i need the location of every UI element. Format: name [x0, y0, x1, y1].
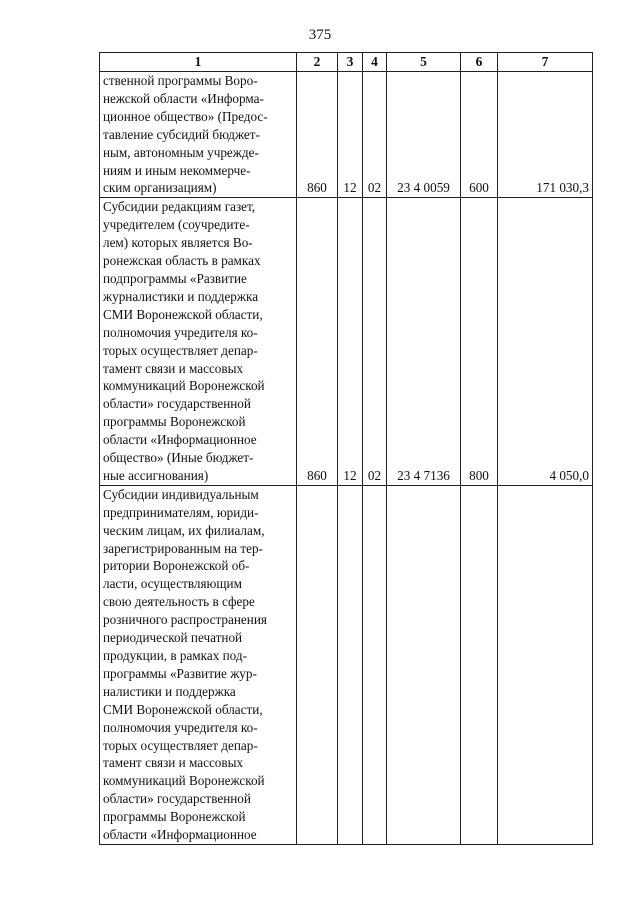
description-line: ниям и иным некоммерче- [103, 162, 251, 178]
description-line: журналистики и поддержка [103, 288, 259, 304]
description-line: зарегистрированным на тер- [103, 540, 263, 556]
target-article-cell [387, 485, 461, 844]
amount-cell [498, 72, 593, 198]
expense-type-code: 600 [469, 180, 489, 196]
ministry-code: 860 [307, 467, 327, 483]
budget-table [99, 52, 593, 845]
description-line: розничного распространения [103, 612, 267, 628]
section-cell [338, 485, 363, 844]
page-number: 375 [308, 27, 332, 43]
expense-type-cell [461, 72, 498, 198]
column-header: 7 [498, 53, 593, 72]
ministry-code-cell [297, 485, 338, 844]
description-line: области» государственной [103, 791, 251, 807]
column-header: 2 [297, 53, 338, 72]
amount-cell [498, 198, 593, 486]
target-article-code: 23 4 7136 [397, 467, 450, 483]
description-line: коммуникаций Воронежской [103, 773, 265, 789]
expense-type-cell [461, 485, 498, 844]
description-line: программы «Развитие жур- [103, 665, 257, 681]
description-line: ственной программы Воро- [103, 73, 258, 88]
description-line: периодической печатной [103, 630, 243, 646]
subsection-cell [363, 72, 387, 198]
row-description [100, 72, 297, 198]
column-header: 1 [100, 53, 297, 72]
description-line: нежской области «Информа- [103, 90, 264, 106]
description-line: ческим лицам, их филиалам, [103, 522, 265, 538]
description-line: Субсидии индивидуальным [103, 486, 259, 502]
expense-type-code: 800 [469, 467, 489, 483]
description-line: программы Воронежской [103, 809, 246, 825]
description-line: СМИ Воронежской области, [103, 306, 263, 322]
description-line: предпринимателям, юриди- [103, 504, 259, 520]
description-line: свою деятельность в сфере [103, 594, 255, 610]
description-line: области «Информационное [103, 827, 257, 843]
amount: 4 050,0 [549, 467, 589, 483]
description-line: торых осуществляет депар- [103, 342, 258, 358]
ministry-code-cell [297, 72, 338, 198]
description-line: общество» (Иные бюджет- [103, 450, 254, 466]
description-line: налистики и поддержка [103, 683, 236, 699]
section-code: 12 [343, 467, 357, 483]
description-line: тавление субсидий бюджет- [103, 126, 260, 142]
expense-type-cell [461, 198, 498, 486]
subsection-cell [363, 198, 387, 486]
description-line: продукции, в рамках под- [103, 648, 247, 663]
description-line: ные ассигнования) [103, 467, 209, 483]
description-line: коммуникаций Воронежской [103, 378, 265, 394]
subsection-code: 02 [367, 467, 382, 483]
description-line: ским организациям) [103, 180, 217, 196]
description-line: ционное общество» (Предос- [103, 108, 268, 124]
column-header: 3 [338, 53, 363, 72]
amount: 171 030,3 [536, 180, 589, 196]
section-cell [338, 72, 363, 198]
table-row [100, 198, 593, 486]
description-line: тамент связи и массовых [103, 360, 244, 376]
description-line: ным, автономным учрежде- [103, 144, 259, 160]
description-line: тамент связи и массовых [103, 755, 244, 771]
row-description [100, 485, 297, 844]
description-line: подпрограммы «Развитие [103, 270, 247, 286]
description-line: полномочия учредителя ко- [103, 324, 258, 340]
subsection-code: 02 [367, 180, 382, 196]
description-line: Субсидии редакциям газет, [103, 199, 256, 215]
description-line: лем) которых является Во- [103, 235, 253, 251]
header-row [100, 53, 593, 72]
table-row [100, 485, 593, 844]
description-line: полномочия учредителя ко- [103, 719, 258, 735]
row-description [100, 198, 297, 486]
target-article-cell [387, 198, 461, 486]
amount-cell [498, 485, 593, 844]
description-line: области «Информационное [103, 432, 257, 448]
ministry-code: 860 [307, 180, 327, 196]
table-row [100, 72, 593, 198]
column-header: 4 [363, 53, 387, 72]
description-line: программы Воронежской [103, 414, 246, 430]
column-header: 5 [387, 53, 461, 72]
description-line: области» государственной [103, 396, 251, 412]
target-article-code: 23 4 0059 [397, 180, 450, 196]
section-cell [338, 198, 363, 486]
description-line: торых осуществляет депар- [103, 737, 258, 753]
target-article-cell [387, 72, 461, 198]
description-line: СМИ Воронежской области, [103, 701, 263, 717]
description-line: ронежская область в рамках [103, 253, 261, 269]
description-line: учредителем (соучредите- [103, 217, 250, 233]
column-header: 6 [461, 53, 498, 72]
description-line: ласти, осуществляющим [103, 576, 242, 592]
description-line: ритории Воронежской об- [103, 558, 250, 574]
section-code: 12 [343, 180, 357, 196]
subsection-cell [363, 485, 387, 844]
ministry-code-cell [297, 198, 338, 486]
